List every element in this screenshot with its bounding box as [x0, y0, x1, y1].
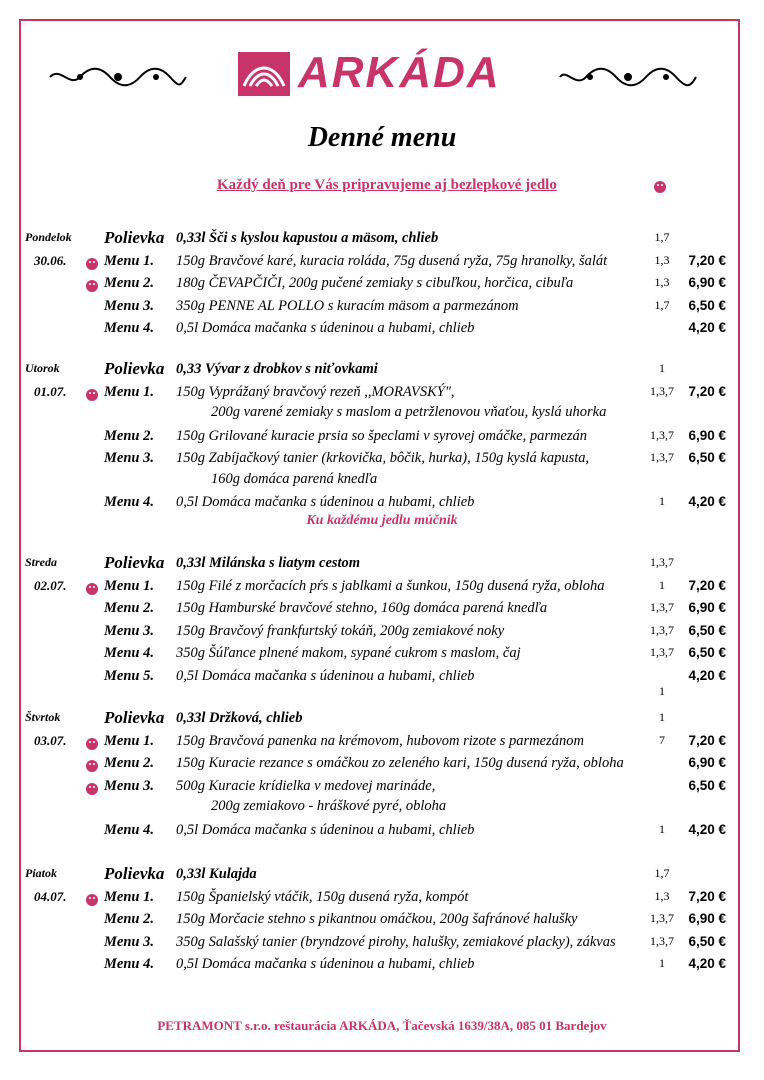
menu-label: Menu 2.: [104, 911, 154, 927]
brand-name: ARKÁDA: [298, 48, 501, 97]
menu-description: 150g Bravčová panenka na krémovom, hubovom rizote s parmezánom: [176, 732, 584, 749]
day-name: Utorok: [25, 361, 60, 375]
menu-label: Menu 2.: [104, 427, 154, 444]
menu-item-row: [0, 600, 764, 620]
menu-price: 6,90 €: [688, 427, 726, 443]
gluten-free-smiley-icon: [86, 258, 98, 270]
menu-description: 150g Hamburské bravčové stehno, 160g domáca parená knedľa: [176, 600, 548, 616]
menu-price: 6,90 €: [688, 275, 726, 290]
menu-item-row: [0, 755, 764, 775]
menu-description: 150g Bravčové karé, kuracia roláda, 75g dusená ryža, 75g hranolky, šalát: [176, 252, 608, 269]
soup-description: 0,33 Vývar z drobkov s niťovkami: [176, 361, 378, 377]
menu-label: Menu 3.: [104, 777, 154, 794]
day-date: 03.07.: [34, 732, 67, 748]
menu-item-continuation: [0, 471, 764, 491]
menu-price: 6,50 €: [688, 933, 726, 949]
menu-label: Menu 1.: [104, 888, 154, 905]
allergens: 1,3,7: [650, 645, 674, 659]
allergens: 1,3: [654, 252, 670, 267]
menu-price: 6,90 €: [688, 755, 726, 770]
menu-description: 150g Bravčový frankfurtský tokáň, 200g zemiakové noky: [176, 622, 505, 639]
menu-item-row: [0, 253, 764, 273]
ornament-right-icon: [558, 66, 698, 88]
menu-label: Menu 1.: [104, 383, 154, 400]
day-note: Ku každému jedlu múčnik: [306, 512, 458, 528]
menu-description: 350g PENNE AL POLLO s kuracím mäsom a parmezánom: [176, 297, 519, 314]
menu-price: 6,50 €: [688, 645, 726, 660]
menu-label: Menu 3.: [104, 622, 154, 639]
menu-price: 6,50 €: [688, 622, 726, 638]
allergens: 1: [659, 361, 665, 375]
menu-label: Menu 3.: [104, 450, 154, 466]
menu-item-row: [0, 494, 764, 514]
brand-logo: [238, 48, 508, 100]
allergen-row: [0, 684, 764, 704]
soup-label: Polievka: [104, 228, 165, 247]
menu-description: 150g Filé z morčacích pŕs s jablkami a šunkou, 150g dusená ryža, obloha: [176, 577, 605, 594]
menu-description: 500g Kuracie krídielka v medovej marináde,: [176, 777, 436, 794]
day-soup-row: [0, 555, 764, 575]
menu-price: 6,50 €: [688, 297, 726, 313]
menu-description: 150g Zabíjačkový tanier (krkovička, bôčik, hurka), 150g kyslá kapusta,: [176, 450, 590, 466]
gluten-free-smiley-icon: [86, 738, 98, 750]
menu-description: 180g ČEVAPČIČI, 200g pučené zemiaky s cibuľkou, horčica, cibuľa: [176, 275, 574, 291]
soup-description: 0,33l Milánska s liatym cestom: [176, 555, 361, 571]
gluten-free-notice: Každý deň pre Vás pripravujeme aj bezlepkové jedlo: [217, 177, 557, 193]
menu-description: 0,5l Domáca mačanka s údeninou a hubami, chlieb: [176, 667, 475, 684]
menu-label: Menu 2.: [104, 275, 154, 291]
soup-description: 0,33l Šči s kyslou kapustou a mäsom, chlieb: [176, 230, 439, 246]
allergens: 7: [659, 732, 665, 747]
menu-price: 6,50 €: [688, 777, 726, 793]
menu-label: Menu 1.: [104, 732, 154, 749]
day-soup-row: [0, 866, 764, 886]
soup-description: 0,33l Držková, chlieb: [176, 710, 303, 726]
allergens: 1,3,7: [650, 933, 674, 948]
menu-item-row: [0, 298, 764, 318]
smiley-icon: [654, 181, 666, 193]
menu-description: 0,5l Domáca mačanka s údeninou a hubami, chlieb: [176, 956, 475, 972]
day-soup-row: [0, 710, 764, 730]
menu-label: Menu 2.: [104, 600, 154, 616]
menu-price: 6,50 €: [688, 450, 726, 465]
day-date: 02.07.: [34, 577, 67, 593]
menu-price: 7,20 €: [688, 888, 726, 904]
menu-item-continuation: [0, 404, 764, 424]
day-name: Piatok: [25, 866, 57, 880]
day-date: 01.07.: [34, 383, 67, 399]
menu-price: 4,20 €: [688, 667, 726, 683]
gluten-free-smiley-icon: [86, 583, 98, 595]
allergens: 1,3,7: [650, 383, 674, 398]
menu-price: 4,20 €: [688, 956, 726, 971]
day-date: 04.07.: [34, 888, 67, 904]
allergens: 1: [659, 821, 665, 836]
menu-description: 350g Šúľance plnené makom, sypané cukrom s maslom, čaj: [176, 645, 521, 661]
day-name: Streda: [25, 555, 58, 569]
menu-description: 150g Kuracie rezance s omáčkou zo zeleného kari, 150g dusená ryža, obloha: [176, 755, 624, 771]
menu-label: Menu 3.: [104, 297, 154, 314]
menu-price: 6,90 €: [688, 911, 726, 926]
menu-price: 7,20 €: [688, 732, 726, 748]
day-soup-row: [0, 230, 764, 250]
allergens: 1: [659, 710, 665, 724]
menu-price: 4,20 €: [688, 494, 726, 509]
menu-item-row: [0, 645, 764, 665]
menu-label: Menu 4.: [104, 645, 154, 661]
menu-item-row: [0, 384, 764, 404]
soup-label: Polievka: [104, 553, 165, 572]
menu-item-continuation: [0, 798, 764, 818]
allergens: 1,3: [654, 275, 670, 289]
allergens: 1: [659, 956, 665, 970]
menu-item-row: [0, 778, 764, 798]
menu-price: 4,20 €: [688, 821, 726, 837]
menu-label: Menu 1.: [104, 577, 154, 594]
menu-item-row: [0, 578, 764, 598]
allergens: 1,3,7: [650, 600, 674, 614]
arcade-logo-icon: [238, 52, 290, 96]
footer-address: PETRAMONT s.r.o. reštaurácia ARKÁDA, Ťačevská 1639/38A, 085 01 Bardejov: [157, 1018, 607, 1033]
menu-description-line2: 200g zemiakovo - hráškové pyré, obloha: [211, 798, 447, 814]
menu-item-row: [0, 428, 764, 448]
allergens: 1,3,7: [650, 911, 674, 925]
page-title: Denné menu: [307, 122, 457, 153]
menu-item-row: [0, 450, 764, 470]
allergens: 1,7: [654, 230, 670, 244]
menu-description: 350g Salašský tanier (bryndzové pirohy, halušky, zemiakové placky), zákvas: [176, 933, 616, 950]
menu-price: 7,20 €: [688, 383, 726, 399]
allergens: 1: [659, 684, 665, 698]
menu-description-line2: 160g domáca parená knedľa: [211, 470, 378, 487]
menu-label: Menu 4.: [104, 494, 154, 510]
menu-item-row: [0, 934, 764, 954]
menu-item-row: [0, 733, 764, 753]
menu-price: 7,20 €: [688, 252, 726, 268]
day-date: 30.06.: [34, 252, 67, 268]
menu-item-row: [0, 956, 764, 976]
allergens: 1,3,7: [650, 622, 674, 637]
menu-label: Menu 4.: [104, 956, 154, 972]
menu-price: 7,20 €: [688, 577, 726, 593]
gluten-free-smiley-icon: [86, 760, 98, 772]
allergens: 1,7: [654, 297, 670, 312]
menu-description: 0,5l Domáca mačanka s údeninou a hubami, chlieb: [176, 494, 475, 510]
gluten-free-smiley-icon: [86, 783, 98, 795]
allergens: 1,3,7: [650, 555, 674, 569]
menu-item-row: [0, 320, 764, 340]
allergens: 1,3,7: [650, 427, 674, 442]
menu-item-row: [0, 822, 764, 842]
menu-description: 150g Španielský vtáčik, 150g dusená ryža, kompót: [176, 888, 469, 905]
menu-label: Menu 3.: [104, 933, 154, 950]
menu-label: Menu 4.: [104, 320, 154, 336]
allergens: 1: [659, 494, 665, 508]
menu-price: 4,20 €: [688, 320, 726, 335]
day-soup-row: [0, 361, 764, 381]
menu-item-row: [0, 911, 764, 931]
menu-description: 0,5l Domáca mačanka s údeninou a hubami, chlieb: [176, 821, 475, 838]
menu-label: Menu 5.: [104, 667, 154, 684]
gluten-free-smiley-icon: [86, 280, 98, 292]
menu-description: 0,5l Domáca mačanka s údeninou a hubami, chlieb: [176, 320, 475, 336]
menu-label: Menu 4.: [104, 821, 154, 838]
menu-description: 150g Vyprážaný bravčový rezeň ,,MORAVSKÝ",: [176, 383, 455, 400]
day-name: Pondelok: [25, 230, 72, 244]
allergens: 1: [659, 577, 665, 592]
menu-description-line2: 200g varené zemiaky s maslom a petržlenovou vňaťou, kyslá uhorka: [211, 404, 607, 420]
allergens: 1,3: [654, 888, 670, 903]
allergens: 1,7: [654, 866, 670, 880]
soup-label: Polievka: [104, 864, 165, 883]
menu-price: 6,90 €: [688, 600, 726, 615]
menu-label: Menu 1.: [104, 252, 154, 269]
menu-description: 150g Morčacie stehno s pikantnou omáčkou, 200g šafránové halušky: [176, 911, 578, 927]
gluten-free-smiley-icon: [86, 894, 98, 906]
soup-label: Polievka: [104, 359, 165, 378]
gluten-free-smiley-icon: [86, 389, 98, 401]
menu-item-row: [0, 623, 764, 643]
allergens: 1,3,7: [650, 450, 674, 464]
menu-label: Menu 2.: [104, 755, 154, 771]
menu-item-row: [0, 275, 764, 295]
soup-description: 0,33l Kulajda: [176, 866, 257, 882]
menu-item-row: [0, 889, 764, 909]
soup-label: Polievka: [104, 708, 165, 727]
ornament-left-icon: [48, 66, 188, 88]
day-name: Štvrtok: [25, 710, 61, 724]
menu-description: 150g Grilované kuracie prsia so špeclami v syrovej omáčke, parmezán: [176, 427, 588, 444]
